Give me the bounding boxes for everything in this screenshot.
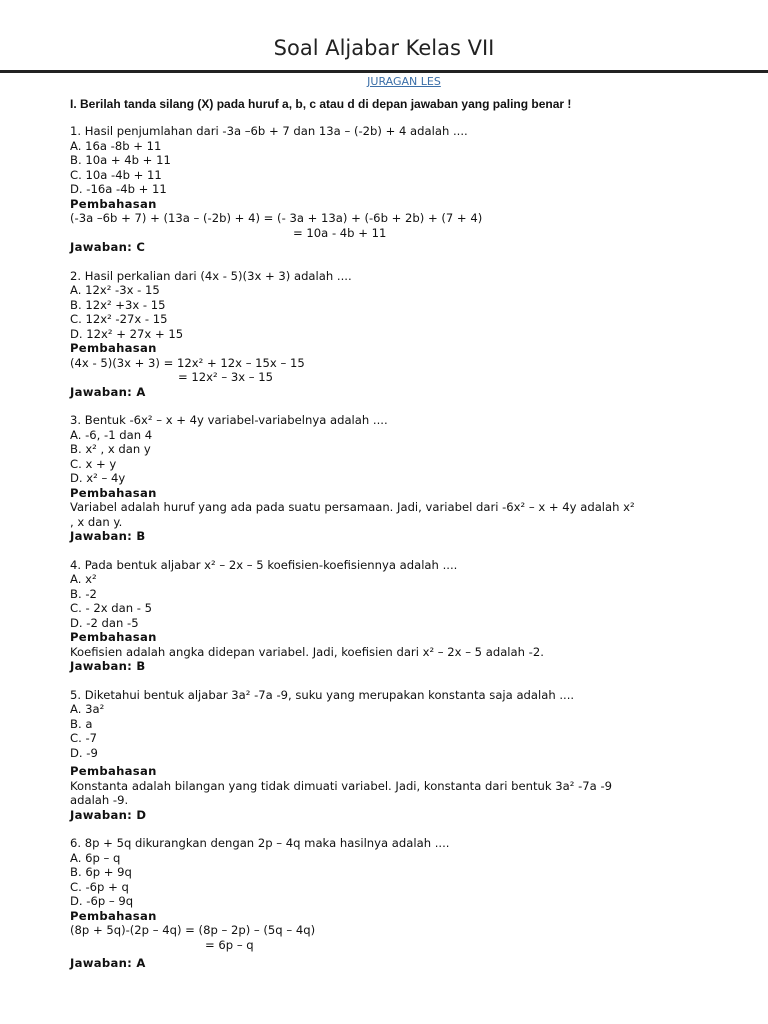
option-a: A. 3a² — [70, 702, 105, 716]
explanation-line: (-3a –6b + 7) + (13a – (-2b) + 4) = (- 3a + 13a) + (-6b + 2b) + (7 + 4) — [70, 211, 483, 225]
brand-link[interactable]: JURAGAN LES — [367, 75, 441, 88]
answer: Jawaban: D — [70, 807, 147, 822]
question-text: 4. Pada bentuk aljabar x² – 2x – 5 koefisien-koefisiennya adalah .... — [70, 557, 458, 572]
explanation-line: Koefisien adalah angka didepan variabel. Jadi, koefisien dari x² – 2x – 5 adalah -2. — [70, 644, 544, 659]
pembahasan-label: Pembahasan — [70, 908, 157, 923]
question-1 — [70, 124, 730, 255]
option-d: D. x² – 4y — [70, 471, 126, 485]
pembahasan-label: Pembahasan — [70, 341, 157, 355]
option-a: A. x² — [70, 572, 97, 586]
title-divider — [0, 70, 768, 73]
option-c: C. x + y — [70, 456, 117, 471]
question-2 — [70, 269, 730, 400]
explanation-line: Konstanta adalah bilangan yang tidak dimuati variabel. Jadi, konstanta dari bentuk 3a² -7a -9 — [70, 778, 613, 793]
option-a: A. 6p – q — [70, 850, 121, 865]
option-c: C. 12x² -27x - 15 — [70, 312, 168, 326]
explanation-line: (8p + 5q)-(2p – 4q) = (8p – 2p) – (5q – 4q) — [70, 923, 316, 937]
pembahasan-label: Pembahasan — [70, 764, 157, 778]
option-a: A. -6, -1 dan 4 — [70, 427, 153, 442]
question-text: 2. Hasil perkalian dari (4x - 5)(3x + 3) adalah .... — [70, 268, 352, 283]
pembahasan-label: Pembahasan — [70, 196, 157, 211]
instruction: I. Berilah tanda silang (X) pada huruf a, b, c atau d di depan jawaban yang paling benar ! — [70, 97, 572, 111]
question-5 — [70, 688, 730, 823]
option-c: C. -6p + q — [70, 879, 129, 894]
option-c: C. - 2x dan - 5 — [70, 601, 152, 615]
option-c: C. -7 — [70, 731, 98, 745]
explanation-line: , x dan y. — [70, 514, 123, 529]
option-b: B. -2 — [70, 586, 97, 601]
answer: Jawaban: A — [70, 956, 146, 970]
explanation-line: = 12x² – 3x – 15 — [178, 370, 273, 384]
option-d: D. -16a -4b + 11 — [70, 182, 167, 196]
answer: Jawaban: B — [70, 529, 146, 543]
explanation-line: Variabel adalah huruf yang ada pada suatu persamaan. Jadi, variabel dari -6x² – x + 4y adalah x² — [70, 500, 635, 514]
question-text: 1. Hasil penjumlahan dari -3a –6b + 7 dan 13a – (-2b) + 4 adalah .... — [70, 124, 468, 138]
option-a: A. 12x² -3x - 15 — [70, 283, 160, 297]
question-text: 3. Bentuk -6x² – x + 4y variabel-variabelnya adalah .... — [70, 413, 388, 427]
option-d: D. -2 dan -5 — [70, 615, 139, 630]
question-text: 5. Diketahui bentuk aljabar 3a² -7a -9, suku yang merupakan konstanta saja adalah .... — [70, 687, 575, 702]
option-b: B. 10a + 4b + 11 — [70, 153, 171, 167]
option-a: A. 16a -8b + 11 — [70, 138, 162, 153]
option-b: B. x² , x dan y — [70, 442, 151, 456]
question-6 — [70, 836, 730, 971]
answer: Jawaban: B — [70, 659, 146, 673]
questions-list — [70, 124, 730, 985]
question-text: 6. 8p + 5q dikurangkan dengan 2p – 4q maka hasilnya adalah .... — [70, 836, 450, 850]
explanation-line: = 6p – q — [205, 937, 254, 952]
option-b: B. a — [70, 716, 93, 731]
pembahasan-label: Pembahasan — [70, 485, 157, 500]
option-d: D. 12x² + 27x + 15 — [70, 326, 184, 341]
option-b: B. 6p + 9q — [70, 865, 132, 879]
question-4 — [70, 558, 730, 674]
explanation-line: adalah -9. — [70, 793, 129, 807]
explanation-line: = 10a - 4b + 11 — [293, 225, 387, 240]
option-c: C. 10a -4b + 11 — [70, 167, 162, 182]
option-d: D. -6p – 9q — [70, 894, 134, 908]
option-b: B. 12x² +3x - 15 — [70, 297, 166, 312]
option-d: D. -9 — [70, 745, 98, 760]
answer: Jawaban: A — [70, 384, 146, 399]
pembahasan-label: Pembahasan — [70, 630, 157, 644]
question-3 — [70, 413, 730, 544]
page-title: Soal Aljabar Kelas VII — [273, 36, 495, 60]
answer: Jawaban: C — [70, 240, 146, 254]
explanation-line: (4x - 5)(3x + 3) = 12x² + 12x – 15x – 15 — [70, 355, 305, 370]
